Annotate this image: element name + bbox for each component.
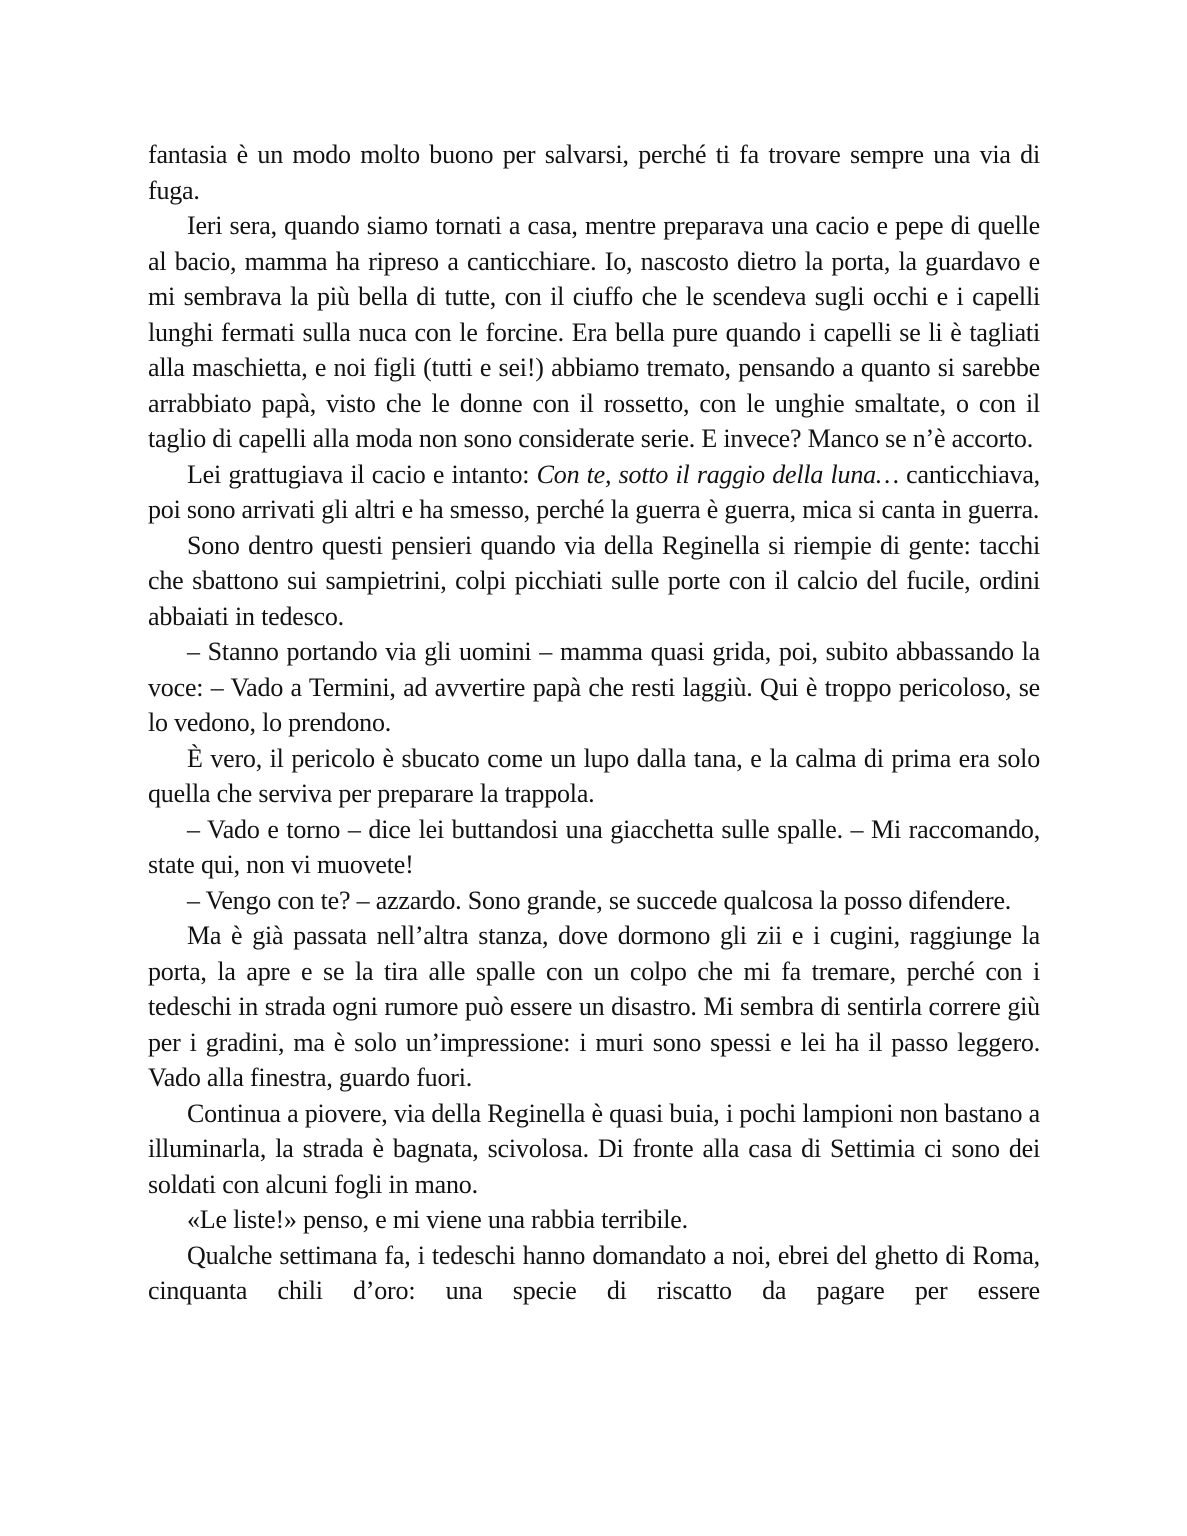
paragraph	[148, 741, 1040, 812]
text-run: Ieri sera, quando siamo tornati a casa, mentre preparava una cacio e pepe di quelle al bacio, mamma ha ripreso a canticchiare. Io, nascosto dietro la porta, la guardavo e mi sembrava la più bella di tutte, con il ciuffo che le scendeva sugli occhi e i capelli lunghi fermati sulla nuca con le forcine. Era bella pure quando i capelli se li è tagliati alla maschietta, e noi figli (tutti e sei!) abbiamo tremato, pensando a quanto si sarebbe arrabbiato papà, visto che le donne con il rossetto, con le unghie smaltate, o con il taglio di capelli alla moda non sono considerate serie. E invece? Manco se n’è accorto.	[148, 211, 1040, 453]
text-run: Sono dentro questi pensieri quando via della Reginella si riempie di gente: tacchi che sbattono sui sampietrini, colpi picchiati sulle porte con il calcio del fucile, ordini abbaiati in tedesco.	[148, 530, 1040, 631]
text-run: canticchiava, poi sono arrivati gli altri e ha smesso, perché la guerra è guerra, mica si canta in guerra.	[148, 459, 1040, 524]
text-run: È vero, il pericolo è sbucato come un lupo dalla tana, e la calma di prima era solo quella che serviva per preparare la trappola.	[148, 743, 1040, 808]
text-run: Qualche settimana fa, i tedeschi hanno domandato a noi, ebrei del ghetto di Roma, cinquanta chili d’oro: una specie di riscatto da pagare per essere	[148, 1240, 1040, 1305]
text-run: – Vado e torno – dice lei buttandosi una giacchetta sulle spalle. – Mi raccomando, state qui, non vi muovete!	[148, 814, 1040, 879]
italic-text-run: Con te, sotto il raggio della luna…	[536, 459, 899, 489]
text-run: Ma è già passata nell’altra stanza, dove dormono gli zii e i cugini, raggiunge la porta, la apre e se la tira alle spalle con un colpo che mi fa tremare, perché con i tedeschi in strada ogni rumore può essere un disastro. Mi sembra di sentirla correre giù per i gradini, ma è solo un’impressione: i muri sono spessi e lei ha il passo leggero. Vado alla finestra, guardo fuori.	[148, 921, 1040, 1092]
paragraph	[148, 1096, 1040, 1203]
paragraph	[148, 1238, 1040, 1309]
paragraph	[148, 457, 1040, 528]
paragraph	[148, 208, 1040, 457]
page-text-block	[148, 137, 1040, 1309]
paragraph	[148, 918, 1040, 1096]
paragraph	[148, 634, 1040, 741]
text-run: Continua a piovere, via della Reginella è quasi buia, i pochi lampioni non bastano a illuminarla, la strada è bagnata, scivolosa. Di fronte alla casa di Settimia ci sono dei soldati con alcuni fogli in mano.	[148, 1098, 1040, 1199]
text-run: Lei grattugiava il cacio e intanto:	[187, 459, 537, 489]
paragraph	[148, 137, 1040, 208]
paragraph	[148, 1202, 1040, 1238]
text-run: «Le liste!» penso, e mi viene una rabbia terribile.	[187, 1205, 688, 1234]
text-run: fantasia è un modo molto buono per salvarsi, perché ti fa trovare sempre una via di fuga.	[148, 140, 1040, 205]
paragraph	[148, 883, 1040, 919]
paragraph	[148, 528, 1040, 635]
text-run: – Stanno portando via gli uomini – mamma quasi grida, poi, subito abbassando la voce: – Vado a Termini, ad avvertire papà che resti laggiù. Qui è troppo pericoloso, se lo vedono, lo prendono.	[148, 637, 1040, 737]
paragraph	[148, 812, 1040, 883]
text-run: – Vengo con te? – azzardo. Sono grande, se succede qualcosa la posso difendere.	[187, 885, 1012, 915]
